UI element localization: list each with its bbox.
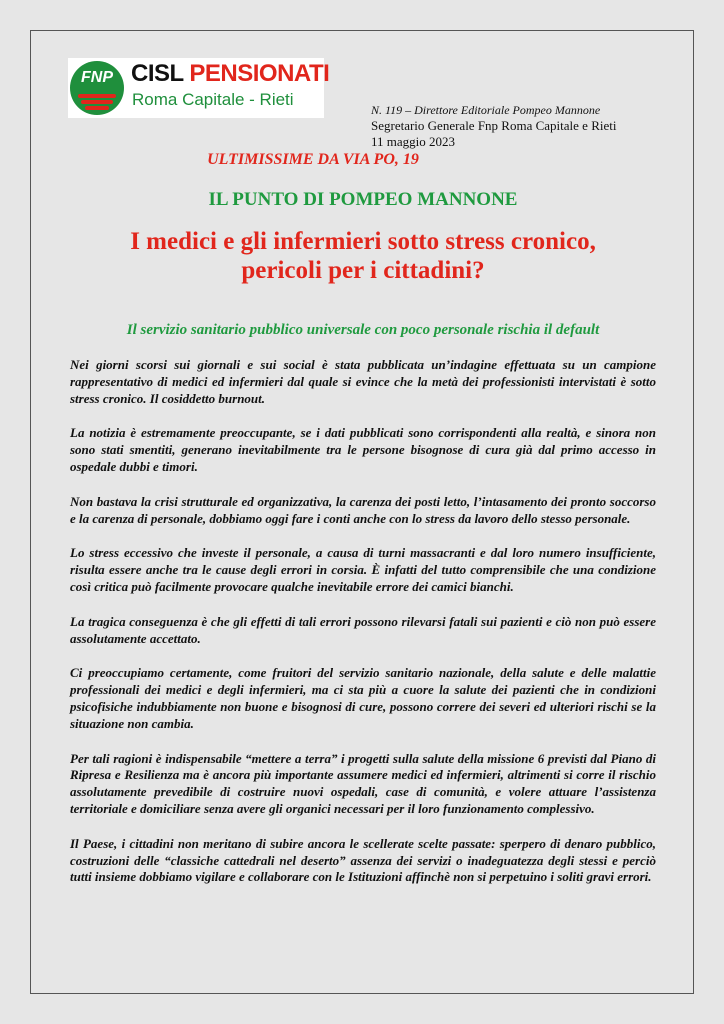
headline-line-2: pericoli per i cittadini? [241, 257, 485, 284]
editor-role: Segretario Generale Fnp Roma Capitale e Rieti [371, 118, 617, 133]
subtitle: Il servizio sanitario pubblico universale con poco personale rischia il default [126, 322, 600, 338]
issue-meta [371, 102, 616, 150]
logo-region: Roma Capitale - Rieti [132, 90, 294, 109]
cisl-pensionati-logo [68, 58, 330, 118]
paragraph: Lo stress eccessivo che investe il personale, a causa di turni massacranti e dal loro numero insufficiente, risulta essere anche tra le cause degli errori in corsia. È infatti del tutto comprensibile che una condizione così critica può facilmente provocare qualche inevitabile errore dei camici bianchi. [70, 545, 656, 594]
article-body [70, 357, 656, 904]
logo-brand-name [131, 60, 329, 88]
issue-number: N. 119 – Direttore Editoriale Pompeo Mannone [371, 103, 601, 117]
paragraph: La tragica conseguenza è che gli effetti di tali errori possono rilevarsi fatali sui pazienti e ciò non può essere assolutamente accettato. [70, 613, 656, 646]
document-page [30, 30, 694, 994]
paragraph: La notizia è estremamente preoccupante, se i dati pubblicati sono corrispondenti alla realtà, e sinora non sono stati smentiti, generano inevitabilmente tra le persone bisognose di cura già dal primo accesso in ospedale dubbi e timori. [70, 425, 656, 474]
logo-brand-cisl: CISL [131, 60, 184, 87]
logo-wave-stripe [78, 94, 116, 98]
kicker: ULTIMISSIME DA VIA PO, 19 [207, 151, 419, 168]
logo-wave-stripe [81, 100, 113, 104]
logo-wave-stripe [85, 106, 109, 110]
paragraph: Nei giorni scorsi sui giornali e sui social è stata pubblicata un’indagine effettuata su un campione rappresentativo di medici ed infermieri dal quale si evince che la metà dei professionisti intervistati è sotto stress cronico. Il cosiddetto burnout. [70, 357, 656, 406]
column-title: IL PUNTO DI POMPEO MANNONE [208, 189, 518, 210]
paragraph: Ci preoccupiamo certamente, come fruitori del servizio sanitario nazionale, della salute e delle malattie professionali dei medici e degli infermieri, ma ci sta più a cuore la salute dei pazienti che in condizioni psicofisiche indubbiamente non buone e bisognosi di cure, possono correre dei severi ed ulteriori rischi se la situazione non cambia. [70, 665, 656, 731]
fnp-mark-text: FNP [81, 69, 113, 86]
paragraph: Il Paese, i cittadini non meritano di subire ancora le scellerate scelte passate: sperpero di denaro pubblico, costruzioni delle “classiche cattedrali nel deserto” assenza dei servizi o inadeguatezza degli stessi e perciò tutti insieme dobbiamo vigilare e collaborare con le Istituzioni affinchè non si perpetuino i soliti gravi errori. [70, 835, 656, 885]
headline-line-1: I medici e gli infermieri sotto stress cronico, [130, 228, 596, 255]
headline [31, 227, 695, 285]
fnp-logo-mark [70, 61, 124, 115]
paragraph: Non bastava la crisi strutturale ed organizzativa, la carenza dei posti letto, l’intasamento dei pronto soccorso e la carenza di personale, dobbiamo oggi fare i conti anche con lo stress da lavoro dello stesso personale. [70, 493, 656, 526]
issue-date: 11 maggio 2023 [371, 134, 456, 149]
paragraph: Per tali ragioni è indispensabile “mettere a terra” i progetti sulla salute della missione 6 previsti dal Piano di Ripresa e Resilienza ma è ancora più importante assumere medici ed infermieri, altrimenti si corre il rischio assolutamente prevedibile di costruire nuovi ospedali, case di comunità, e volere attuare l’assistenza territoriale e domiciliare senza avere gli organici necessari per il loro funzionamento complessivo. [70, 750, 656, 816]
logo-brand-pensionati: PENSIONATI [189, 60, 330, 87]
